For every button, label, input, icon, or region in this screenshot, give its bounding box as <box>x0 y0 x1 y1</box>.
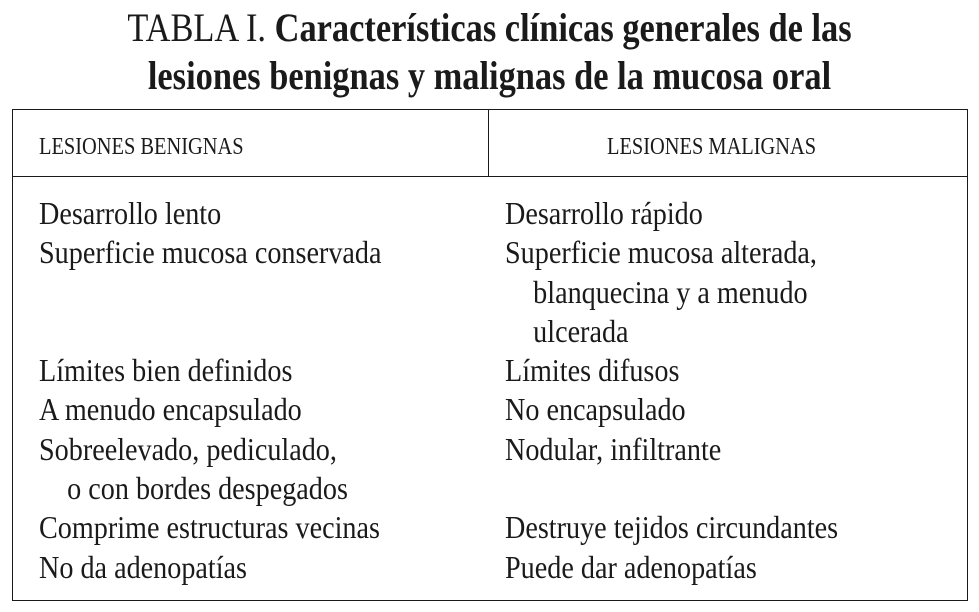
comparison-table <box>12 109 968 601</box>
header-malignant: LESIONES MALIGNAS <box>607 134 817 160</box>
malignant-item: Desarrollo rápido <box>505 195 703 231</box>
benign-item: Desarrollo lento <box>39 195 222 231</box>
benign-spacer <box>39 273 381 312</box>
header-column-divider <box>488 110 489 177</box>
table-header-row <box>13 110 967 177</box>
benign-item: Comprime estructuras vecinas <box>39 509 380 546</box>
header-benign: LESIONES BENIGNAS <box>39 134 244 160</box>
table-title <box>69 4 911 100</box>
malignant-item: Superficie mucosa alterada, <box>505 234 817 271</box>
benign-item: Límites bien definidos <box>39 352 293 389</box>
title-line-1 <box>69 4 911 52</box>
malignant-item-continuation: ulcerada <box>533 312 629 349</box>
malignant-item-continuation: blanquecina y a menudo <box>533 273 808 310</box>
benign-spacer <box>39 312 381 351</box>
malignant-item: Nodular, infiltrante <box>505 430 722 467</box>
malignant-column <box>505 194 838 587</box>
benign-item-continuation: o con bordes despegados <box>67 470 348 507</box>
benign-item: No da adenopatías <box>39 548 247 585</box>
malignant-spacer <box>505 469 838 508</box>
benign-item: Superficie mucosa conservada <box>39 234 382 271</box>
malignant-item: Puede dar adenopatías <box>505 548 757 585</box>
malignant-item: No encapsulado <box>505 391 686 428</box>
malignant-item: Destruye tejidos circundantes <box>505 509 839 546</box>
benign-item: Sobreelevado, pediculado, <box>39 430 337 467</box>
title-prefix: TABLA I. <box>127 5 267 50</box>
malignant-item: Límites difusos <box>505 352 680 389</box>
benign-column <box>39 194 381 587</box>
title-caption-line-1: Características clínicas generales de las <box>274 5 852 50</box>
title-caption-line-2: lesiones benignas y malignas de la mucosa oral <box>147 53 832 98</box>
benign-item: A menudo encapsulado <box>39 391 302 428</box>
